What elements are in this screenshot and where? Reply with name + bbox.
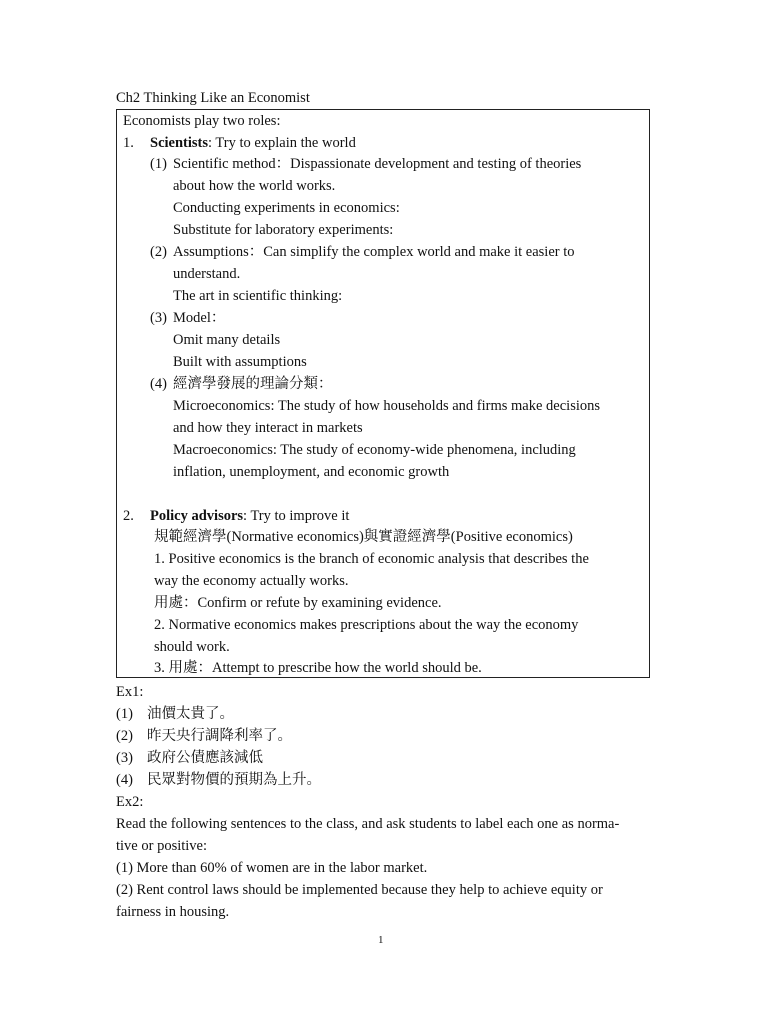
item4-line: inflation, unemployment, and economic growth [173, 464, 450, 480]
ex2-line: fairness in housing. [116, 904, 230, 920]
role1-number: 1. [123, 135, 134, 151]
ex1-item-number: (3) [116, 750, 133, 766]
ex1-item-number: (2) [116, 728, 133, 744]
role2-desc: : Try to improve it [243, 508, 350, 524]
role2-heading [150, 507, 349, 525]
role1-desc: : Try to explain the world [208, 135, 356, 151]
item2-line: The art in scientific thinking: [173, 288, 343, 304]
role2-number: 2. [123, 508, 134, 524]
intro-text: Economists play two roles: [123, 113, 281, 129]
page-number: 1 [378, 934, 384, 946]
role2-line: 用處：Confirm or refute by examining evidence. [154, 595, 442, 611]
role1-name: Scientists [150, 135, 208, 151]
ex1-item-text: 民眾對物價的預期為上升。 [147, 772, 321, 788]
item3-line: Model： [173, 310, 226, 326]
ex2-line: Read the following sentences to the class, and ask students to label each one as norma- [116, 816, 620, 832]
ex1-item-text: 政府公債應該減低 [147, 750, 263, 766]
item2-line: understand. [173, 266, 241, 282]
item1-line: Scientific method：Dispassionate development and testing of theories [173, 156, 582, 172]
item4-number: (4) [150, 376, 167, 392]
role2-line: 1. Positive economics is the branch of economic analysis that describes the [154, 551, 589, 567]
ex1-item-text: 油價太貴了。 [147, 706, 234, 722]
item2-line: Assumptions：Can simplify the complex world and make it easier to [173, 244, 575, 260]
item1-number: (1) [150, 156, 167, 172]
role1-heading [150, 134, 356, 152]
role2-line: 2. Normative economics makes prescriptions about the way the economy [154, 617, 579, 633]
ex1-item-number: (4) [116, 772, 133, 788]
item4-line: and how they interact in markets [173, 420, 363, 436]
item3-number: (3) [150, 310, 167, 326]
role2-line: way the economy actually works. [154, 573, 349, 589]
page-title: Ch2 Thinking Like an Economist [116, 90, 310, 106]
ex2-line: (2) Rent control laws should be implemented because they help to achieve equity or [116, 882, 603, 898]
ex1-item-number: (1) [116, 706, 133, 722]
role2-name: Policy advisors [150, 508, 244, 524]
item1-line: Substitute for laboratory experiments: [173, 222, 394, 238]
ex1-label: Ex1: [116, 684, 144, 700]
role2-line: 規範經濟學(Normative economics)與實證經濟學(Positive economics) [154, 529, 573, 545]
ex2-label: Ex2: [116, 794, 144, 810]
item1-line: about how the world works. [173, 178, 336, 194]
ex2-line: tive or positive: [116, 838, 208, 854]
item4-line: 經濟學發展的理論分類： [173, 376, 333, 392]
role2-line: 3. 用處：Attempt to prescribe how the world should be. [154, 660, 482, 676]
ex2-line: (1) More than 60% of women are in the labor market. [116, 860, 428, 876]
item3-line: Omit many details [173, 332, 281, 348]
item1-line: Conducting experiments in economics: [173, 200, 400, 216]
ex1-item-text: 昨天央行調降利率了。 [147, 728, 292, 744]
item3-line: Built with assumptions [173, 354, 307, 370]
item4-line: Macroeconomics: The study of economy-wide phenomena, including [173, 442, 576, 458]
item4-line: Microeconomics: The study of how households and firms make decisions [173, 398, 601, 414]
role2-line: should work. [154, 639, 230, 655]
item2-number: (2) [150, 244, 167, 260]
